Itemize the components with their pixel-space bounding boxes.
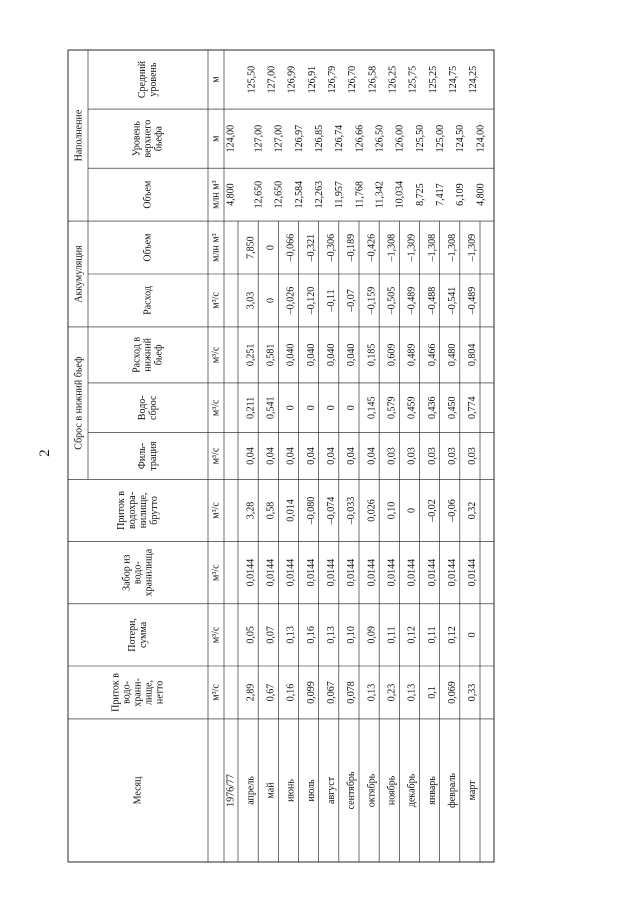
col-header-filtration: Филь- [136, 442, 148, 470]
cell-inflow_gross: 0,026 [366, 499, 378, 522]
group-discharge: Сброс в нижний бьеф [73, 356, 85, 450]
cell-avg_level: 124,25 [468, 65, 480, 94]
cell-withdrawal: 0,0144 [406, 558, 418, 587]
cell-losses: 0,09 [366, 626, 378, 644]
cell-acc_flow: –0,541 [447, 286, 459, 315]
cell-fill_volume: 12,650 [253, 180, 265, 209]
cell-discharge_down: 0,040 [326, 343, 338, 367]
col-header-withdrawal: Забор из [121, 554, 133, 591]
cell-inflow_net: 0,16 [285, 683, 297, 702]
cell-withdrawal: 0,0144 [366, 558, 378, 587]
cell-spillway: 0,211 [245, 396, 257, 419]
unit-inflow_net: м³/с [210, 684, 222, 701]
cell-acc_volume: –0,426 [366, 233, 378, 262]
cell-upper_level: 125,00 [434, 124, 446, 153]
cell-avg_level: 127,00 [266, 65, 278, 94]
month-label: ноябрь [386, 775, 398, 806]
month-label: март [467, 780, 479, 801]
cell-inflow_gross: 0,32 [467, 501, 479, 520]
cell-fill_volume: 11,768 [354, 181, 366, 209]
cell-acc_flow: –0,11 [326, 289, 338, 312]
cell-fill_volume: 12,263 [313, 180, 325, 209]
cell-filtration: 0,03 [426, 447, 438, 465]
cell-acc_volume: –1,308 [386, 233, 398, 262]
cell-spillway: 0 [305, 405, 317, 411]
col-header-spillway: Водо- [136, 395, 148, 421]
cell-inflow_gross: 0,58 [265, 501, 277, 520]
col-header-inflow_net: нетто [154, 680, 166, 705]
cell-avg_level: 126,58 [367, 65, 379, 94]
cell-filtration: 0,03 [406, 447, 418, 465]
cell-spillway: 0,145 [366, 396, 378, 420]
cell-spillway: 0,436 [426, 396, 438, 420]
cell-losses: 0,13 [326, 626, 338, 644]
unit-avg_level: м [210, 76, 222, 83]
col-header-upper_level: верхнего [142, 119, 154, 158]
cell-discharge_down: 0,185 [366, 343, 378, 367]
month-label: июль [305, 779, 317, 802]
initial-upper-level: 124,00 [225, 124, 237, 153]
col-header-filtration: трация [147, 441, 159, 471]
cell-acc_volume: –1,308 [447, 233, 459, 262]
col-header-inflow_gross: брутто [148, 496, 160, 525]
month-label: февраль [447, 773, 459, 808]
cell-inflow_gross: 0,10 [386, 501, 398, 520]
cell-acc_flow: –0,505 [386, 286, 398, 315]
month-label: август [326, 776, 338, 804]
cell-inflow_net: 0,078 [346, 681, 358, 704]
cell-acc_volume: –0,189 [346, 233, 358, 262]
cell-withdrawal: 0,0144 [285, 558, 297, 587]
cell-inflow_net: 0,13 [366, 683, 378, 702]
col-header-inflow_net: храни- [132, 678, 144, 707]
group-filling: Наполнение [73, 109, 85, 162]
cell-acc_flow: –0,489 [467, 286, 479, 315]
cell-discharge_down: 0,040 [305, 343, 317, 367]
cell-inflow_gross: –0,080 [305, 496, 317, 525]
col-header-upper_level: бьефа [153, 126, 165, 152]
cell-spillway: 0 [346, 405, 358, 411]
cell-filtration: 0,04 [265, 447, 277, 465]
unit-discharge_down: м³/с [210, 346, 222, 364]
cell-spillway: 0,459 [406, 396, 418, 420]
cell-upper_level: 127,00 [273, 124, 285, 153]
cell-avg_level: 126,99 [286, 65, 298, 94]
cell-withdrawal: 0,0144 [326, 558, 338, 587]
cell-spillway: 0 [285, 405, 297, 411]
month-label: июнь [285, 779, 297, 802]
cell-upper_level: 126,85 [313, 124, 325, 153]
cell-avg_level: 126,70 [347, 65, 359, 94]
unit-filtration: м³/с [210, 447, 222, 465]
cell-fill_volume: 7,417 [434, 183, 446, 206]
cell-filtration: 0,04 [366, 447, 378, 465]
cell-avg_level: 126,79 [327, 65, 339, 94]
cell-inflow_net: 0,099 [305, 681, 317, 704]
cell-acc_flow: –0,120 [305, 286, 317, 315]
col-header-inflow_net: лище, [143, 679, 155, 705]
cell-avg_level: 126,25 [387, 65, 399, 94]
cell-filtration: 0,03 [447, 447, 459, 465]
cell-fill_volume: 12,584 [293, 180, 305, 209]
cell-withdrawal: 0,0144 [426, 558, 438, 587]
cell-discharge_down: 0,040 [285, 343, 297, 367]
cell-discharge_down: 0,609 [386, 343, 398, 367]
col-header-acc_flow: Расход [142, 286, 154, 315]
cell-inflow_net: 0,67 [265, 683, 277, 702]
cell-discharge_down: 0,251 [245, 343, 257, 367]
month-label: декабрь [406, 773, 418, 808]
cell-avg_level: 125,75 [407, 65, 419, 94]
cell-withdrawal: 0,0144 [467, 558, 479, 587]
cell-discharge_down: 0,489 [406, 343, 418, 367]
col-header-fill_volume: Объем [142, 180, 154, 209]
cell-inflow_net: 0,1 [426, 686, 438, 699]
unit-losses: м³/с [210, 626, 222, 644]
col-header-losses: сумма [137, 621, 149, 648]
cell-discharge_down: 0,040 [346, 343, 358, 367]
cell-avg_level: 125,25 [427, 65, 439, 94]
cell-fill_volume: 4,800 [475, 183, 487, 206]
cell-upper_level: 126,66 [354, 124, 366, 153]
cell-upper_level: 125,50 [414, 124, 426, 153]
col-header-inflow_gross: нилище, [137, 492, 149, 529]
col-header-discharge_down: нижний [142, 338, 154, 372]
cell-acc_volume: 0 [265, 245, 277, 251]
cell-inflow_net: 0,23 [386, 683, 398, 702]
cell-inflow_gross: –0,02 [426, 499, 438, 522]
cell-inflow_gross: 3,28 [245, 501, 257, 520]
cell-filtration: 0,04 [285, 447, 297, 465]
cell-filtration: 0,04 [326, 447, 338, 465]
cell-losses: 0,10 [346, 626, 358, 644]
cell-upper_level: 126,50 [374, 124, 386, 153]
initial-fill-volume: 4,800 [225, 183, 237, 206]
cell-losses: 0,11 [386, 626, 398, 644]
cell-filtration: 0,04 [245, 447, 257, 465]
cell-filtration: 0,04 [346, 447, 358, 465]
cell-withdrawal: 0,0144 [447, 558, 459, 587]
unit-inflow_gross: м³/с [210, 502, 222, 519]
cell-losses: 0,12 [447, 626, 459, 644]
cell-inflow_gross: –0,074 [326, 496, 338, 525]
cell-inflow_net: 0,33 [467, 683, 479, 702]
cell-acc_flow: –0,07 [346, 289, 358, 312]
month-label: май [265, 782, 277, 799]
cell-acc_flow: –0,489 [406, 286, 418, 315]
col-header-discharge_down: бьеф [153, 344, 165, 366]
cell-fill_volume: 12,650 [273, 180, 285, 209]
cell-acc_volume: –0,321 [305, 233, 317, 262]
unit-acc_flow: м³/с [210, 292, 222, 309]
unit-withdrawal: м³/с [210, 564, 222, 581]
col-header-avg_level: уровень [147, 62, 159, 97]
cell-spillway: 0,774 [467, 396, 479, 420]
cell-withdrawal: 0,0144 [305, 558, 317, 587]
cell-acc_volume: –0,066 [285, 233, 297, 262]
cell-acc_flow: –0,159 [366, 286, 378, 315]
cell-losses: 0 [467, 632, 479, 638]
cell-filtration: 0,04 [305, 447, 317, 465]
col-header-inflow_gross: Приток в [115, 490, 127, 530]
cell-upper_level: 127,00 [253, 124, 265, 153]
cell-losses: 0,12 [406, 626, 418, 644]
col-header-withdrawal: водо- [132, 561, 144, 585]
cell-fill_volume: 10,034 [394, 180, 406, 209]
unit-fill_volume: млн м³ [210, 180, 222, 209]
cell-acc_volume: –0,306 [326, 233, 338, 262]
cell-losses: 0,07 [265, 626, 277, 644]
cell-discharge_down: 0,581 [265, 343, 277, 367]
unit-upper_level: м [210, 135, 222, 142]
col-header-inflow_gross: водохра- [126, 491, 138, 529]
cell-inflow_gross: 0 [406, 507, 418, 513]
rotated-table-group [68, 50, 494, 862]
cell-withdrawal: 0,0144 [346, 558, 358, 587]
cell-acc_flow: –0,488 [426, 286, 438, 315]
unit-spillway: м³/с [210, 399, 222, 417]
month-label: октябрь [366, 773, 378, 808]
cell-fill_volume: 11,957 [334, 181, 346, 209]
cell-inflow_net: 0,069 [447, 681, 459, 704]
cell-fill_volume: 6,109 [455, 183, 467, 206]
cell-avg_level: 126,91 [306, 65, 318, 94]
col-header-inflow_net: Приток в [110, 672, 122, 712]
cell-spillway: 0,450 [447, 396, 459, 420]
col-header-losses: Потери, [126, 618, 138, 652]
cell-withdrawal: 0,0144 [265, 558, 277, 587]
col-header-acc_volume: Объем [142, 233, 154, 262]
col-header-avg_level: Средний [136, 60, 148, 99]
year-label: 1976/77 [225, 774, 237, 807]
cell-upper_level: 126,74 [334, 124, 346, 153]
cell-losses: 0,11 [426, 626, 438, 644]
cell-acc_flow: –0,026 [285, 286, 297, 315]
page-number: 2 [37, 449, 53, 457]
col-header-withdrawal: хранилища [143, 548, 155, 597]
cell-upper_level: 124,00 [475, 124, 487, 153]
cell-discharge_down: 0,804 [467, 343, 479, 367]
unit-acc_volume: млн м³ [210, 233, 222, 262]
cell-discharge_down: 0,466 [426, 343, 438, 367]
cell-acc_flow: 0 [265, 297, 277, 303]
cell-avg_level: 125,50 [246, 65, 258, 94]
cell-inflow_net: 0,13 [406, 683, 418, 702]
col-header-upper_level: Уровень [131, 121, 143, 157]
cell-inflow_net: 0,067 [326, 681, 338, 704]
group-accumulation: Аккумуляция [73, 245, 85, 303]
cell-acc_volume: 7,850 [245, 236, 257, 259]
cell-inflow_gross: 0,014 [285, 499, 297, 522]
cell-inflow_gross: –0,033 [346, 496, 358, 525]
cell-losses: 0,13 [285, 626, 297, 644]
cell-acc_volume: –1,308 [426, 233, 438, 262]
cell-acc_volume: –1,309 [467, 233, 479, 262]
cell-upper_level: 126,97 [293, 124, 305, 153]
cell-spillway: 0 [326, 405, 338, 411]
cell-withdrawal: 0,0144 [386, 558, 398, 587]
col-header-discharge_down: Расход в [131, 336, 143, 373]
cell-upper_level: 126,00 [394, 124, 406, 153]
cell-inflow_net: 2,89 [245, 683, 257, 702]
cell-acc_volume: –1,309 [406, 233, 418, 262]
cell-avg_level: 124,75 [448, 65, 460, 94]
cell-spillway: 0,579 [386, 396, 398, 420]
month-label: апрель [245, 776, 257, 805]
col-header-spillway: сброс [147, 395, 159, 420]
cell-spillway: 0,541 [265, 396, 277, 420]
col-header-inflow_net: водо- [121, 681, 133, 704]
cell-upper_level: 124,50 [455, 124, 467, 153]
cell-discharge_down: 0,480 [447, 343, 459, 367]
cell-withdrawal: 0,0144 [245, 558, 257, 587]
cell-losses: 0,16 [305, 626, 317, 644]
cell-acc_flow: 3,03 [245, 291, 257, 310]
cell-losses: 0,05 [245, 626, 257, 644]
cell-inflow_gross: –0,06 [447, 499, 459, 522]
cell-filtration: 0,03 [386, 447, 398, 465]
month-label: сентябрь [346, 771, 358, 810]
month-label: январь [426, 776, 438, 805]
cell-filtration: 0,03 [467, 447, 479, 465]
col-header-month: Месяц [132, 776, 144, 805]
cell-fill_volume: 8,725 [414, 183, 426, 206]
cell-fill_volume: 11,342 [374, 181, 386, 209]
